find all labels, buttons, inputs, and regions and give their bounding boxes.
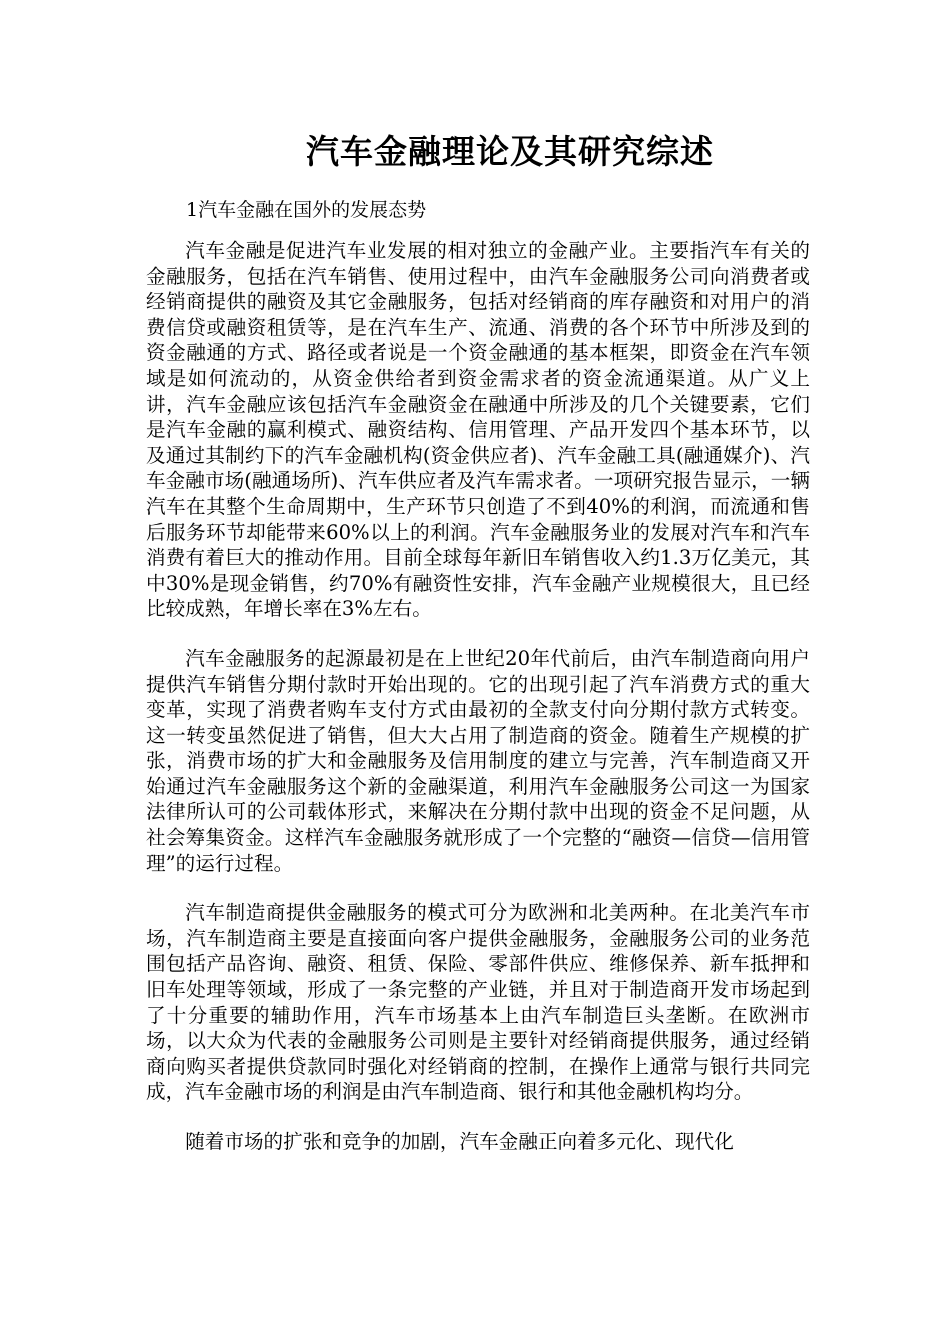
- paragraph-2: 汽车金融服务的起源最初是在上世纪20年代前后，由汽车制造商向用户提供汽车销售分期付款时开始出现的。它的出现引起了汽车消费方式的重大变革，实现了消费者购车支付方式由最初的全款支付向分期付款方式转变。这一转变虽然促进了销售，但大大占用了制造商的资金。随着生产规模的扩张，消费市场的扩大和金融服务及信用制度的建立与完善，汽车制造商又开始通过汽车金融服务这个新的金融渠道，利用汽车金融服务公司这一为国家法律所认可的公司载体形式，来解决在分期付款中出现的资金不足问题，从社会筹集资金。这样汽车金融服务就形成了一个完整的“融资—信贷—信用管理”的运行过程。: [146, 646, 810, 875]
- paragraph-3: 汽车制造商提供金融服务的模式可分为欧洲和北美两种。在北美汽车市场，汽车制造商主要是直接面向客户提供金融服务，金融服务公司的业务范围包括产品咨询、融资、租赁、保险、零部件供应、维修保养、新车抵押和旧车处理等领域，形成了一条完整的产业链，并且对于制造商开发市场起到了十分重要的辅助作用，汽车市场基本上由汽车制造巨头垄断。在欧洲市场，以大众为代表的金融服务公司则是主要针对经销商提供服务，通过经销商向购买者提供贷款同时强化对经销商的控制，在操作上通常与银行共同完成，汽车金融市场的利润是由汽车制造商、银行和其他金融机构均分。: [146, 901, 810, 1104]
- paragraph-4: 随着市场的扩张和竞争的加剧，汽车金融正向着多元化、现代化: [185, 1130, 734, 1153]
- document-body: [146, 238, 810, 1179]
- paragraph-1: 汽车金融是促进汽车业发展的相对独立的金融产业。主要指汽车有关的金融服务，包括在汽车销售、使用过程中，由汽车金融服务公司向消费者或经销商提供的融资及其它金融服务，包括对经销商的库存融资和对用户的消费信贷或融资租赁等，是在汽车生产、流通、消费的各个环节中所涉及到的资金融通的方式、路径或者说是一个资金融通的基本框架，即资金在汽车领域是如何流动的，从资金供给者到资金需求者的资金流通渠道。从广义上讲，汽车金融应该包括汽车金融资金在融通中所涉及的几个关键要素，它们是汽车金融的赢利模式、融资结构、信用管理、产品开发四个基本环节，以及通过其制约下的汽车金融机构(资金供应者)、汽车金融工具(融通媒介)、汽车金融市场(融通场所)、汽车供应者及汽车需求者。一项研究报告显示，一辆汽车在其整个生命周期中，生产环节只创造了不到40%的利润，而流通和售后服务环节却能带来60%以上的利润。汽车金融服务业的发展对汽车和汽车消费有着巨大的推动作用。目前全球每年新旧车销售收入约1.3万亿美元，其中30%是现金销售，约70%有融资性安排，汽车金融产业规模很大，且已经比较成熟，年增长率在3%左右。: [146, 239, 810, 621]
- section-heading: 1汽车金融在国外的发展态势: [186, 199, 427, 221]
- document-title: 汽车金融理论及其研究综述: [306, 132, 714, 171]
